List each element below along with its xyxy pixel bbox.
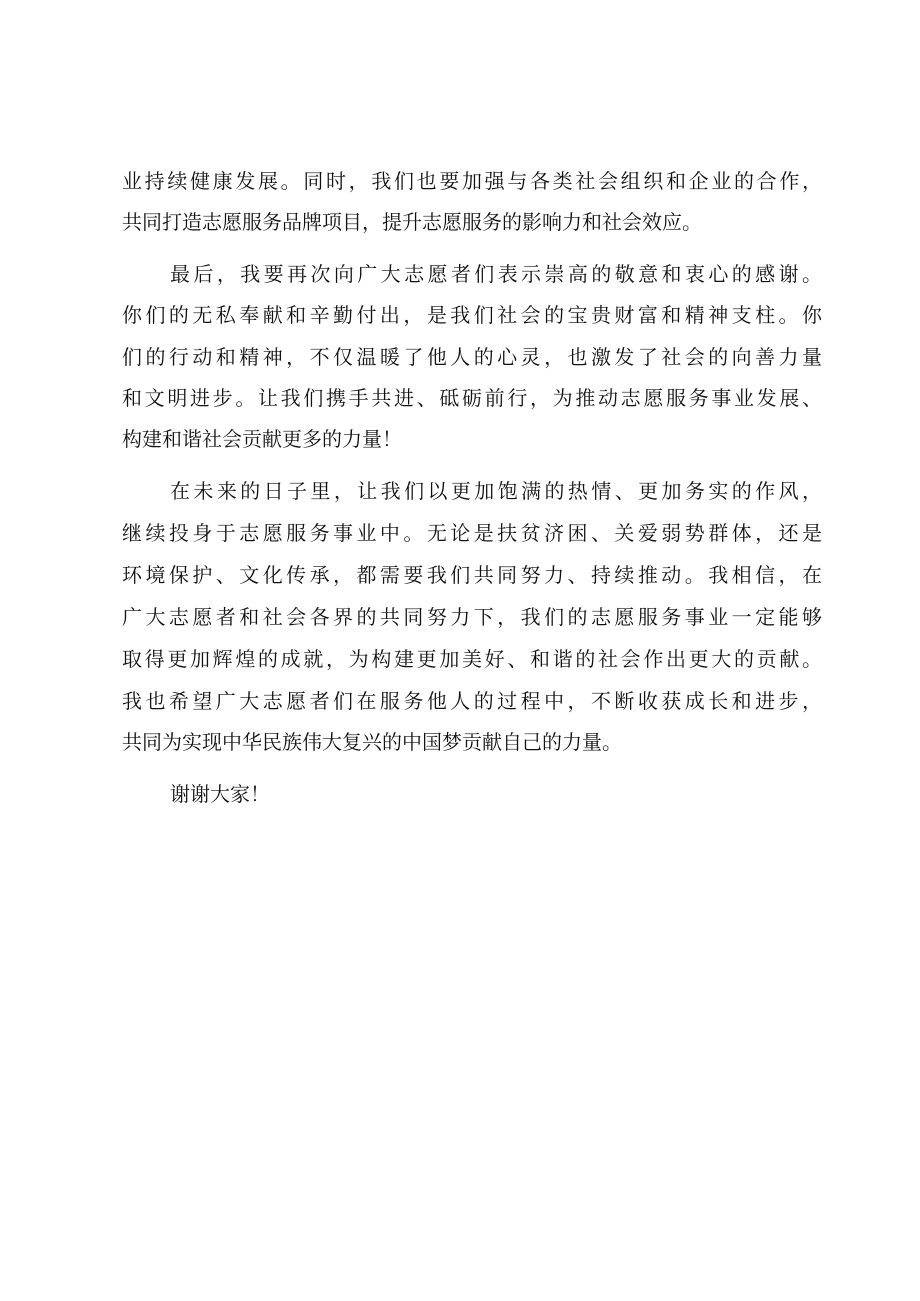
text-line: 共同打造志愿服务品牌项目，提升志愿服务的影响力和社会效应。 [122, 210, 702, 234]
text-line: 和文明进步。让我们携手共进、砥砺前行，为推动志愿服务事业发展、 [122, 386, 822, 410]
text-line: 取得更加辉煌的成就，为构建更加美好、和谐的社会作出更大的贡献。 [122, 647, 822, 671]
text-line: 广大志愿者和社会各界的共同努力下，我们的志愿服务事业一定能够 [122, 605, 822, 629]
text-line: 们的行动和精神，不仅温暖了他人的心灵，也激发了社会的向善力量 [122, 345, 822, 369]
closing-line: 谢谢大家！ [170, 782, 270, 806]
paragraph-start-line: 最后，我要再次向广大志愿者们表示崇高的敬意和衷心的感谢。 [170, 262, 822, 286]
text-line: 共同为实现中华民族伟大复兴的中国梦贡献自己的力量。 [122, 730, 622, 754]
paragraph-start-line: 在未来的日子里，让我们以更加饱满的热情、更加务实的作风， [170, 479, 822, 503]
text-line: 环境保护、文化传承，都需要我们共同努力、持续推动。我相信，在 [122, 563, 822, 587]
text-line: 你们的无私奉献和辛勤付出，是我们社会的宝贵财富和精神支柱。你 [122, 303, 822, 327]
text-line: 构建和谐社会贡献更多的力量！ [122, 427, 402, 451]
text-line: 业持续健康发展。同时，我们也要加强与各类社会组织和企业的合作， [122, 169, 822, 193]
text-line: 继续投身于志愿服务事业中。无论是扶贫济困、关爱弱势群体，还是 [122, 521, 822, 545]
text-line: 我也希望广大志愿者们在服务他人的过程中，不断收获成长和进步， [122, 689, 822, 713]
